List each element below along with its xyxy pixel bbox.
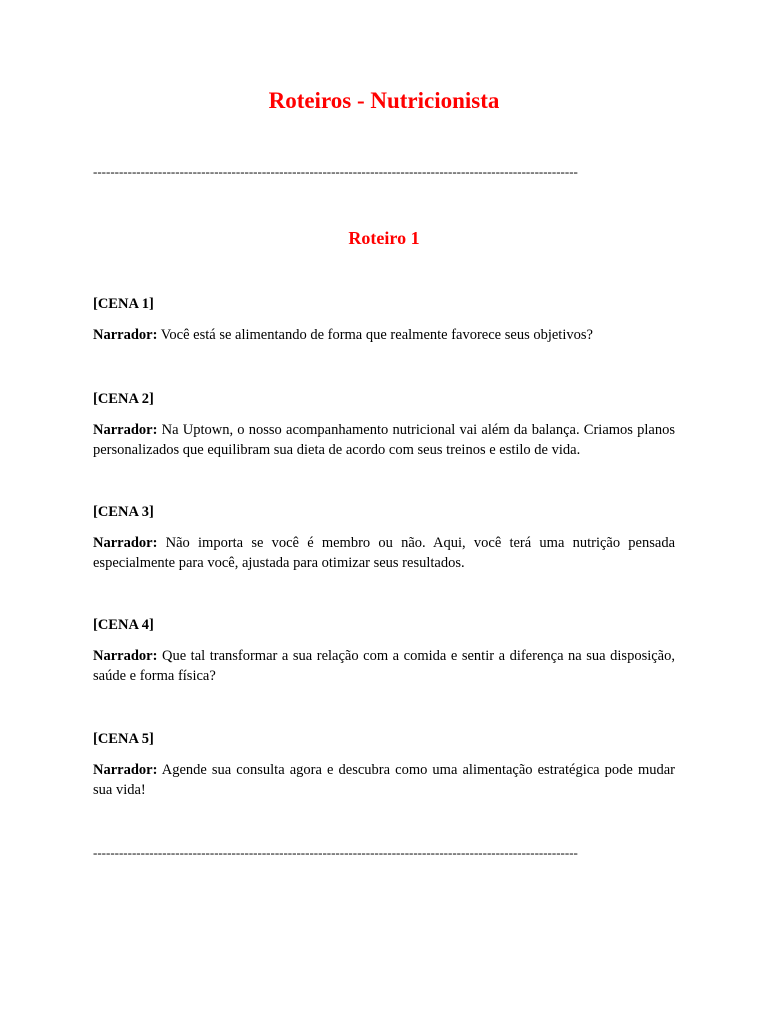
scene-dialogue: Agende sua consulta agora e descubra como uma alimentação estratégica pode mudar sua vida! [93, 762, 675, 798]
scene-text [93, 647, 675, 686]
scene-label: [CENA 1] [93, 296, 154, 312]
scene-text [93, 421, 675, 460]
document-title: Roteiros - Nutricionista [268, 88, 500, 113]
scene-text [93, 534, 675, 573]
scene-text [93, 761, 675, 800]
speaker-label: Narrador: [93, 762, 158, 778]
scene-4 [93, 615, 675, 686]
speaker-label: Narrador: [93, 535, 158, 551]
scene-2 [93, 389, 675, 460]
scene-label: [CENA 5] [93, 731, 154, 747]
scene-dialogue: Não importa se você é membro ou não. Aqui, você terá uma nutrição pensada especialmente para você, ajustada para otimizar seus resultados. [93, 535, 676, 571]
separator-bottom: ---------------------------------------------------------------------------------------------------------------- [93, 845, 578, 860]
scene-dialogue: Na Uptown, o nosso acompanhamento nutricional vai além da balança. Criamos planos personalizados que equilibram sua dieta de acordo com seus treinos e estilo de vida. [93, 422, 676, 458]
scene-1 [93, 294, 675, 346]
scene-text [93, 326, 675, 346]
speaker-label: Narrador: [93, 648, 158, 664]
scene-dialogue: Você está se alimentando de forma que realmente favorece seus objetivos? [160, 327, 593, 343]
scene-label: [CENA 4] [93, 617, 154, 633]
scene-5 [93, 729, 675, 800]
scene-dialogue: Que tal transformar a sua relação com a comida e sentir a diferença na sua disposição, saúde e forma física? [93, 648, 675, 684]
scene-label: [CENA 2] [93, 391, 154, 407]
speaker-label: Narrador: [93, 327, 158, 343]
scene-3 [93, 502, 675, 573]
separator-top: ---------------------------------------------------------------------------------------------------------------- [93, 164, 578, 179]
scene-label: [CENA 3] [93, 504, 154, 520]
section-title: Roteiro 1 [348, 228, 420, 248]
speaker-label: Narrador: [93, 422, 158, 438]
